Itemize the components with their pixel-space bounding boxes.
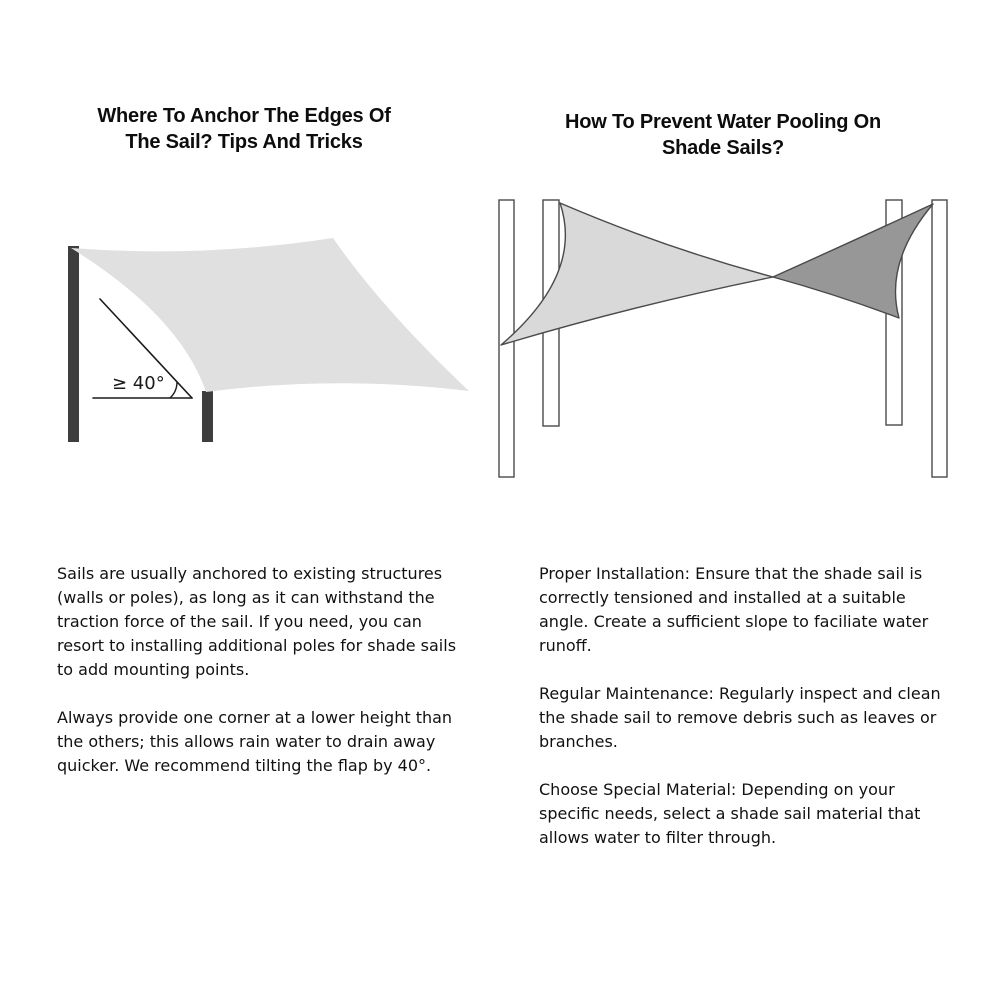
left-paragraph-lower-corner: Always provide one corner at a lower height than the others; this allows rain water to drain away quicker. We recommend tilting the flap by 40°. <box>57 708 453 775</box>
right-text-column <box>539 562 945 874</box>
angle-label: ≥ 40° <box>112 373 165 394</box>
right-paragraph-proper-installation: Proper Installation: Ensure that the shade sail is correctly tensioned and installed at a suitable angle. Create a sufficient slope to faciliate water runoff. <box>539 564 929 655</box>
crossed-sails-diagram <box>499 200 947 477</box>
left-title-line-1: Where To Anchor The Edges Of <box>97 105 391 127</box>
left-diagram-short-pole <box>202 391 213 442</box>
shade-sail-shape <box>71 238 469 392</box>
left-diagram-tall-pole <box>68 246 79 442</box>
left-text-column <box>57 562 460 802</box>
right-diagram-pole-4 <box>932 200 947 477</box>
angle-arc <box>170 382 177 398</box>
right-title-line-1: How To Prevent Water Pooling On <box>564 111 882 133</box>
right-title-line-2: Shade Sails? <box>661 137 785 159</box>
right-paragraph-choose-material: Choose Special Material: Depending on your specific needs, select a shade sail material that allows water to filter through. <box>539 780 921 847</box>
right-paragraph-regular-maintenance: Regular Maintenance: Regularly inspect and clean the shade sail to remove debris such as leaves or branches. <box>539 684 941 751</box>
light-triangle-sail <box>501 203 773 345</box>
anchored-sail-diagram <box>68 238 469 442</box>
left-title-line-2: The Sail? Tips And Tricks <box>125 131 363 153</box>
left-paragraph-anchoring: Sails are usually anchored to existing structures (walls or poles), as long as it can withstand the traction force of the sail. If you need, you can resort to installing additional poles for shade sails to add mounting points. <box>57 564 457 679</box>
dark-triangle-sail <box>773 204 933 318</box>
